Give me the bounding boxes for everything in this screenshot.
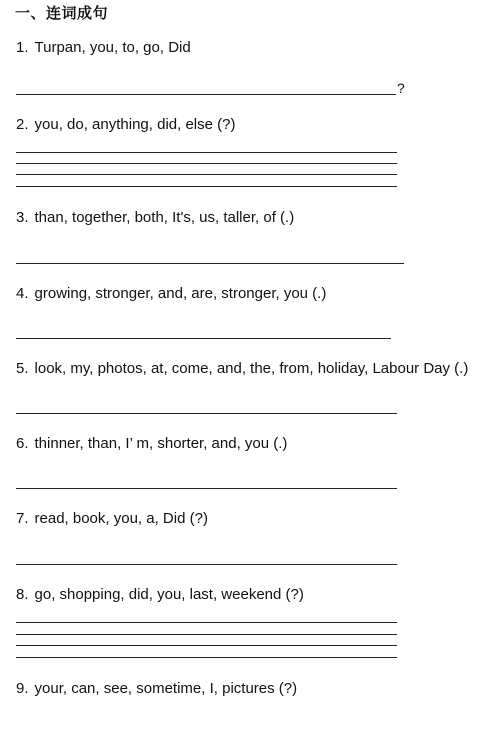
answer-line[interactable]	[16, 163, 397, 164]
question-2	[16, 116, 235, 134]
answer-line[interactable]	[16, 263, 404, 264]
question-number: 7.	[16, 510, 29, 527]
answer-line[interactable]	[16, 186, 397, 187]
answer-line[interactable]	[16, 94, 396, 95]
question-text: Turpan, you, to, go, Did	[34, 39, 191, 56]
answer-line[interactable]	[16, 413, 397, 414]
question-number: 1.	[16, 39, 29, 56]
question-text: than, together, both, It's, us, taller, of (.)	[34, 209, 295, 226]
question-number: 4.	[16, 285, 29, 302]
question-9	[16, 680, 297, 698]
answer-end-mark: ?	[397, 80, 405, 96]
question-8	[16, 586, 304, 604]
answer-line[interactable]	[16, 564, 397, 565]
answer-line[interactable]	[16, 634, 397, 635]
question-text: growing, stronger, and, are, stronger, you (.)	[34, 285, 327, 302]
question-1	[16, 39, 191, 57]
answer-line[interactable]	[16, 657, 397, 658]
answer-line[interactable]	[16, 488, 397, 489]
question-number: 5.	[16, 360, 29, 377]
question-text: thinner, than, I’ m, shorter, and, you (.)	[34, 435, 288, 452]
answer-line[interactable]	[16, 338, 391, 339]
answer-line[interactable]	[16, 174, 397, 175]
section-heading: 一、连词成句	[15, 5, 109, 22]
answer-line[interactable]	[16, 622, 397, 623]
question-text: your, can, see, sometime, I, pictures (?)	[34, 680, 298, 697]
question-text: go, shopping, did, you, last, weekend (?)	[34, 586, 304, 603]
question-text: look, my, photos, at, come, and, the, from, holiday, Labour Day (.)	[34, 360, 469, 377]
question-number: 6.	[16, 435, 29, 452]
answer-line[interactable]	[16, 152, 397, 153]
answer-line[interactable]	[16, 645, 397, 646]
question-4	[16, 285, 326, 303]
question-text: read, book, you, a, Did (?)	[34, 510, 208, 527]
question-6	[16, 435, 287, 453]
question-7	[16, 510, 208, 528]
question-number: 3.	[16, 209, 29, 226]
question-5	[16, 360, 468, 378]
question-number: 8.	[16, 586, 29, 603]
question-number: 9.	[16, 680, 29, 697]
question-text: you, do, anything, did, else (?)	[34, 116, 236, 133]
question-number: 2.	[16, 116, 29, 133]
question-3	[16, 209, 294, 227]
